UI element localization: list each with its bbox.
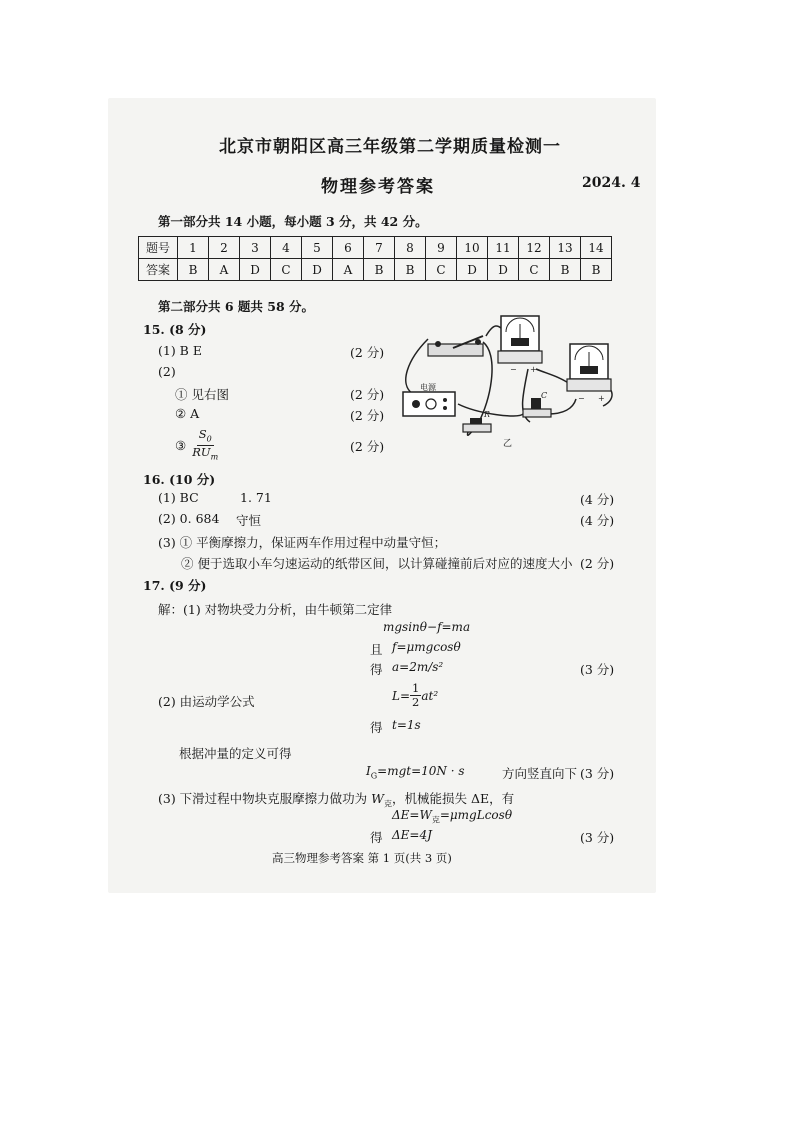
fraction-denominator: $RU_m$: [192, 445, 219, 462]
answer-cell: B: [581, 259, 612, 281]
question-number: 9: [426, 237, 457, 259]
q16-score-1: (4 分): [580, 492, 615, 507]
answer-cell: B: [550, 259, 581, 281]
page-title: 北京市朝阳区高三年级第二学期质量检测一: [219, 137, 561, 157]
eq6-subscript: G: [370, 771, 378, 781]
q17-impulse-intro: 根据冲量的定义可得: [179, 746, 292, 761]
eq6-symbol: I: [366, 764, 371, 778]
fraction-half: [410, 682, 421, 709]
q17-equation-6: [366, 764, 465, 780]
p3-text-a: (3) 下滑过程中物块克服摩擦力做功为: [158, 791, 368, 806]
q17-equation-4: [392, 682, 438, 709]
eq4-rhs: at²: [421, 688, 439, 703]
question-number: 7: [364, 237, 395, 259]
page-subtitle: 物理参考答案: [321, 177, 435, 197]
q16-label: 16. (10 分): [143, 472, 216, 487]
eq7-lhs: ΔE=W: [392, 808, 432, 822]
q16-answer-3-2: ② 便于选取小车匀速运动的纸带区间，以计算碰撞前后对应的速度大小: [181, 556, 573, 571]
q17-intro: 解：(1) 对物块受力分析，由牛顿第二定律: [158, 602, 393, 617]
wire: [458, 404, 523, 416]
p3-text-b: ，机械能损失 ΔE，有: [392, 791, 515, 806]
exam-date: 2024. 4: [582, 175, 641, 191]
fraction: [190, 428, 220, 464]
q16-score-3: (2 分): [580, 556, 615, 571]
answer-cell: D: [488, 259, 519, 281]
question-number: 2: [209, 237, 240, 259]
answer-cell: D: [302, 259, 333, 281]
wire: [536, 369, 570, 384]
q17-part3-intro: [158, 789, 514, 810]
question-number: 6: [333, 237, 364, 259]
q17-score-2: (3 分): [580, 766, 615, 781]
question-number: 12: [519, 237, 550, 259]
q17-eq8-prefix: 得: [370, 830, 383, 845]
answer-cell: C: [271, 259, 302, 281]
q15-score-2-1: (2 分): [350, 387, 385, 402]
q15-score-2-2: (2 分): [350, 408, 385, 423]
circled-3: ③: [175, 438, 187, 454]
question-number: 1: [178, 237, 209, 259]
p3-w-symbol: W: [371, 791, 385, 806]
capacitor-component: [523, 398, 551, 417]
q15-answer-2-1: ① 见右图: [175, 387, 229, 402]
q17-part2-intro: (2) 由运动学公式: [158, 694, 255, 709]
table-row-answers: [139, 259, 612, 281]
q17-label: 17. (9 分): [143, 578, 207, 593]
q15-score-2-3: (2 分): [350, 439, 385, 454]
answer-cell: B: [395, 259, 426, 281]
answer-cell: A: [333, 259, 364, 281]
svg-text:−: −: [510, 365, 517, 374]
q17-eq2-prefix: 且: [370, 642, 383, 657]
question-number: 3: [240, 237, 271, 259]
question-number: 10: [457, 237, 488, 259]
svg-text:+: +: [530, 365, 537, 374]
q17-equation-7: [392, 808, 512, 825]
q17-equation-5: t=1s: [392, 718, 421, 732]
resistor-component: [463, 418, 491, 432]
eq6-rhs: =mgt=10N · s: [377, 764, 465, 778]
battery-label: 电源: [420, 383, 436, 392]
label-c: C: [541, 391, 548, 400]
eq7-rhs: =μmgLcosθ: [439, 808, 513, 822]
q16-score-2: (4 分): [580, 513, 615, 528]
question-number: 4: [271, 237, 302, 259]
svg-text:+: +: [598, 394, 605, 403]
q17-score-1: (3 分): [580, 662, 615, 677]
q17-equation-1: mgsinθ−f=ma: [383, 620, 471, 634]
q15-answer-1: (1) B E: [158, 343, 202, 358]
q16-answer-1-value: 1. 71: [240, 490, 272, 505]
wire: [548, 399, 576, 414]
q17-direction: 方向竖直向下: [502, 766, 578, 781]
circuit-diagram: [398, 314, 618, 454]
answer-table: [138, 236, 612, 281]
answer-cell: C: [426, 259, 457, 281]
q17-eq5-prefix: 得: [370, 720, 383, 735]
row-label-question: 题号: [139, 237, 178, 259]
part1-heading: 第一部分共 14 小题，每小题 3 分，共 42 分。: [158, 214, 428, 229]
question-number: 11: [488, 237, 519, 259]
table-row-numbers: [139, 237, 612, 259]
q15-answer-2-3: [175, 428, 220, 464]
eq7-subscript: 克: [431, 815, 440, 825]
part2-heading: 第二部分共 6 题共 58 分。: [158, 299, 315, 314]
power-supply-icon: [403, 392, 455, 416]
question-number: 14: [581, 237, 612, 259]
label-r: R: [484, 410, 491, 419]
answer-cell: B: [364, 259, 395, 281]
fraction-numerator: $S_0$: [197, 428, 214, 446]
fraction-numerator: 1: [412, 681, 420, 695]
answer-cell: C: [519, 259, 550, 281]
q17-equation-8: ΔE=4J: [392, 828, 432, 842]
q16-answer-2-value: 守恒: [236, 513, 262, 528]
meter-2-icon: [567, 344, 611, 403]
question-number: 5: [302, 237, 333, 259]
eq4-lhs: L=: [392, 688, 411, 703]
switch-component: [428, 336, 483, 356]
row-label-answer: 答案: [139, 259, 178, 281]
q17-equation-2: f=μmgcosθ: [392, 640, 461, 654]
q16-answer-3-1: (3) ① 平衡摩擦力，保证两车作用过程中动量守恒；: [158, 535, 447, 550]
answer-cell: D: [240, 259, 271, 281]
answer-cell: A: [209, 259, 240, 281]
answer-cell: B: [178, 259, 209, 281]
q15-score-1: (2 分): [350, 345, 385, 360]
q16-answer-2: (2) 0. 684: [158, 511, 220, 526]
page-footer: 高三物理参考答案 第 1 页(共 3 页): [272, 851, 452, 865]
meter-1-icon: [498, 316, 542, 374]
answer-cell: D: [457, 259, 488, 281]
q15-answer-2-2: ② A: [175, 406, 200, 421]
q17-score-3: (3 分): [580, 830, 615, 845]
q15-answer-2: (2): [158, 364, 176, 379]
p3-w-subscript: 克: [384, 799, 393, 809]
q17-eq3-prefix: 得: [370, 662, 383, 677]
svg-text:−: −: [578, 394, 585, 403]
fraction-denominator: 2: [412, 695, 420, 709]
q15-label: 15. (8 分): [143, 322, 207, 337]
question-number: 13: [550, 237, 581, 259]
q17-equation-3: a=2m/s²: [392, 660, 444, 674]
question-number: 8: [395, 237, 426, 259]
q16-answer-1: (1) BC: [158, 490, 199, 505]
label-figure: 乙: [503, 439, 513, 449]
